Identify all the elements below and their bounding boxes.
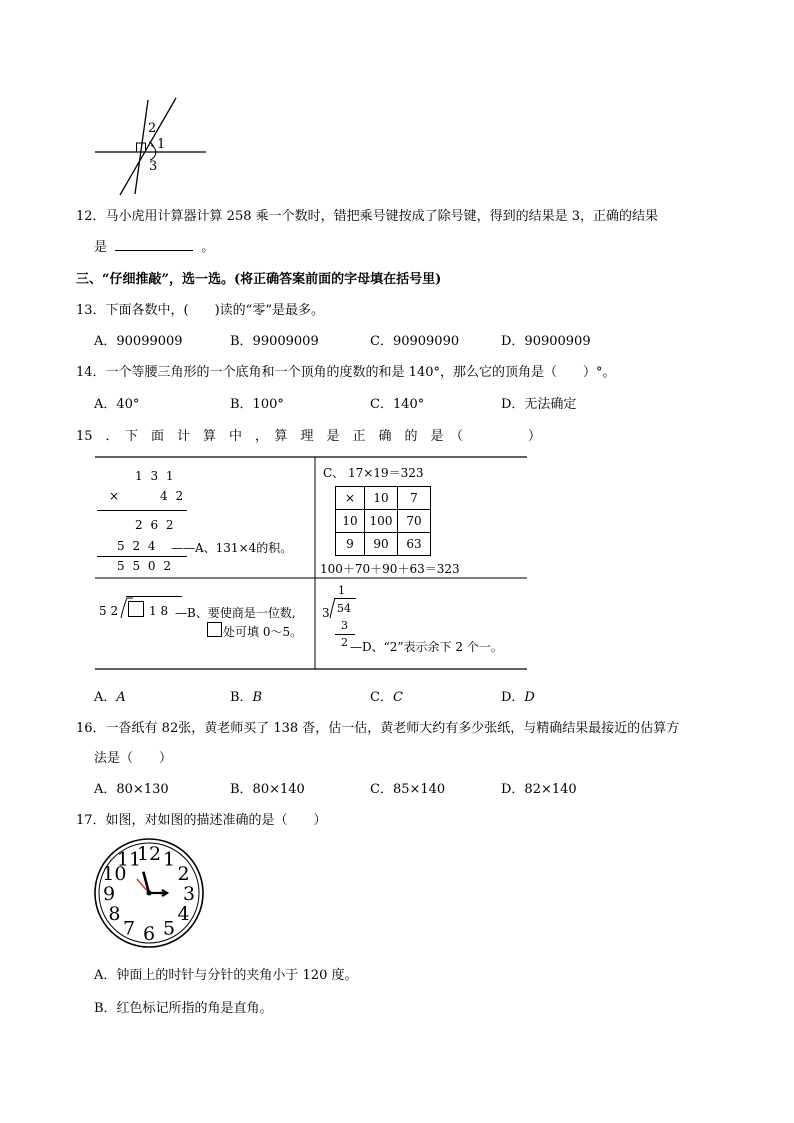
grid-cell: 70 <box>398 510 431 533</box>
clock-number: 2 <box>177 863 190 885</box>
q12-line1: 12．马小虎用计算器计算 258 乘一个数时，错把乘号键按成了除号键，得到的结果是 3，正确的结果 <box>76 209 659 224</box>
q15-option-d[interactable]: D．𝐷 <box>501 690 535 705</box>
cell-a-line2 <box>97 556 187 557</box>
cell-d-divisor: 3 <box>322 606 330 620</box>
grid-cell: 7 <box>398 487 431 510</box>
q16-option-b[interactable]: B．80×140 <box>230 782 305 797</box>
grid-cell: 10 <box>336 510 365 533</box>
cell-b-note2: 处可填 0～5。 <box>223 625 303 639</box>
clock-number: 3 <box>182 883 196 905</box>
clock-number: 4 <box>177 903 190 925</box>
q16-line1: 16．一沓纸有 82张，黄老师买了 138 沓，估一估，黄老师大约有多少张纸，与精确结果最接近的估算方 <box>76 721 680 736</box>
section-heading: 三、“仔细推敲”，选一选。(将正确答案前面的字母填在括号里) <box>76 272 442 287</box>
cell-b-note1: —B、要使商是一位数, <box>175 606 296 620</box>
clock-number: 12 <box>136 843 162 865</box>
cell-b-divisor: 5 2 <box>99 604 119 618</box>
clock-number: 8 <box>108 903 121 925</box>
q12-suffix: 。 <box>201 240 215 255</box>
q13-option-b[interactable]: B．99009009 <box>230 334 319 349</box>
grid-cell: 90 <box>365 533 398 556</box>
grid-cell: 100 <box>365 510 398 533</box>
q15-stem: 15 ． 下 面 计 算 中 ， 算 理 是 正 确 的 是 （ ） <box>76 429 542 444</box>
q15-option-b[interactable]: B．𝐵 <box>230 690 263 705</box>
grid-cell: 63 <box>398 533 431 556</box>
cell-b-vinculum <box>126 596 182 597</box>
grid-cell: 10 <box>365 487 398 510</box>
cell-a-row1: 1 3 1 <box>135 469 176 483</box>
digit-blank-box[interactable] <box>128 601 144 617</box>
q12-line2 <box>94 236 214 255</box>
cell-a-row4: 5 2 4 <box>117 539 158 553</box>
digit-blank-box <box>207 622 222 637</box>
cell-b-dividend: 1 8 <box>149 604 169 618</box>
grid-cell: 9 <box>336 533 365 556</box>
q14-option-b[interactable]: B．100° <box>230 397 284 412</box>
clock-number: 9 <box>102 883 116 905</box>
clock-number: 1 <box>162 848 176 871</box>
cell-a-line1 <box>97 510 187 511</box>
cell-a-row2: 4 2 <box>160 489 186 503</box>
cell-c-grid <box>335 486 431 556</box>
clock-face <box>93 837 205 949</box>
q15-option-a[interactable]: A．𝐴 <box>94 690 126 705</box>
clock-number: 5 <box>162 917 176 940</box>
cell-a-row5: 5 5 0 2 <box>117 559 173 573</box>
angle-label-2: 2 <box>148 121 157 136</box>
clock-number: 11 <box>116 848 142 871</box>
q13-stem: 13．下面各数中，( )读的“零”是最多。 <box>76 303 324 318</box>
cell-d-quotient: 1 <box>338 584 345 597</box>
grid-cell: × <box>336 487 365 510</box>
cell-d-sub: 3 <box>341 619 348 632</box>
q17-stem: 17．如图，对如图的描述准确的是（ ） <box>76 813 327 828</box>
clock-number: 10 <box>102 863 127 885</box>
q14-option-d[interactable]: D．无法确定 <box>501 397 577 412</box>
q16-option-a[interactable]: A．80×130 <box>94 782 169 797</box>
q17-option-a[interactable]: A．钟面上的时针与分针的夹角小于 120 度。 <box>94 968 358 983</box>
q16-option-c[interactable]: C．85×140 <box>370 782 446 797</box>
cell-c-title: C、 17×19＝323 <box>323 466 424 480</box>
q13-option-d[interactable]: D．90900909 <box>501 334 591 349</box>
q14-option-a[interactable]: A．40° <box>94 397 140 412</box>
cell-d-vinculum <box>334 598 356 599</box>
cell-a-note: ——A、131×4的积。 <box>171 541 293 555</box>
q16-option-d[interactable]: D．82×140 <box>501 782 577 797</box>
cell-a-row3: 2 6 2 <box>135 518 176 532</box>
q15-table <box>95 456 527 670</box>
cell-c-sum: 100＋70＋90＋63＝323 <box>320 562 460 576</box>
q14-option-c[interactable]: C．140° <box>370 397 425 412</box>
angle-label-3: 3 <box>149 159 158 174</box>
cell-d-dividend: 54 <box>337 602 351 615</box>
q12-answer-blank[interactable] <box>115 238 193 251</box>
clock-number: 6 <box>142 923 156 945</box>
q14-stem: 14．一个等腰三角形的一个底角和一个顶角的度数的和是 140°，那么它的顶角是（ ）°。 <box>76 365 616 380</box>
clock-number: 7 <box>122 917 136 940</box>
q15-option-c[interactable]: C．𝐶 <box>370 690 403 705</box>
q17-option-b[interactable]: B．红色标记所指的角是直角。 <box>94 1001 273 1016</box>
angle-figure <box>90 92 215 200</box>
clock-center <box>147 891 152 896</box>
q16-line2: 法是（ ） <box>94 751 173 766</box>
q13-option-a[interactable]: A．90099009 <box>94 334 183 349</box>
cell-a-times: × <box>109 489 120 503</box>
cell-d-note: —D、“2”表示余下 2 个一。 <box>350 640 503 654</box>
cell-d-line <box>335 634 355 635</box>
angle-label-1: 1 <box>157 137 166 152</box>
cell-d-remainder: 2 <box>341 636 348 649</box>
q13-option-c[interactable]: C．90909090 <box>370 334 460 349</box>
q12-prefix: 是 <box>94 240 108 255</box>
